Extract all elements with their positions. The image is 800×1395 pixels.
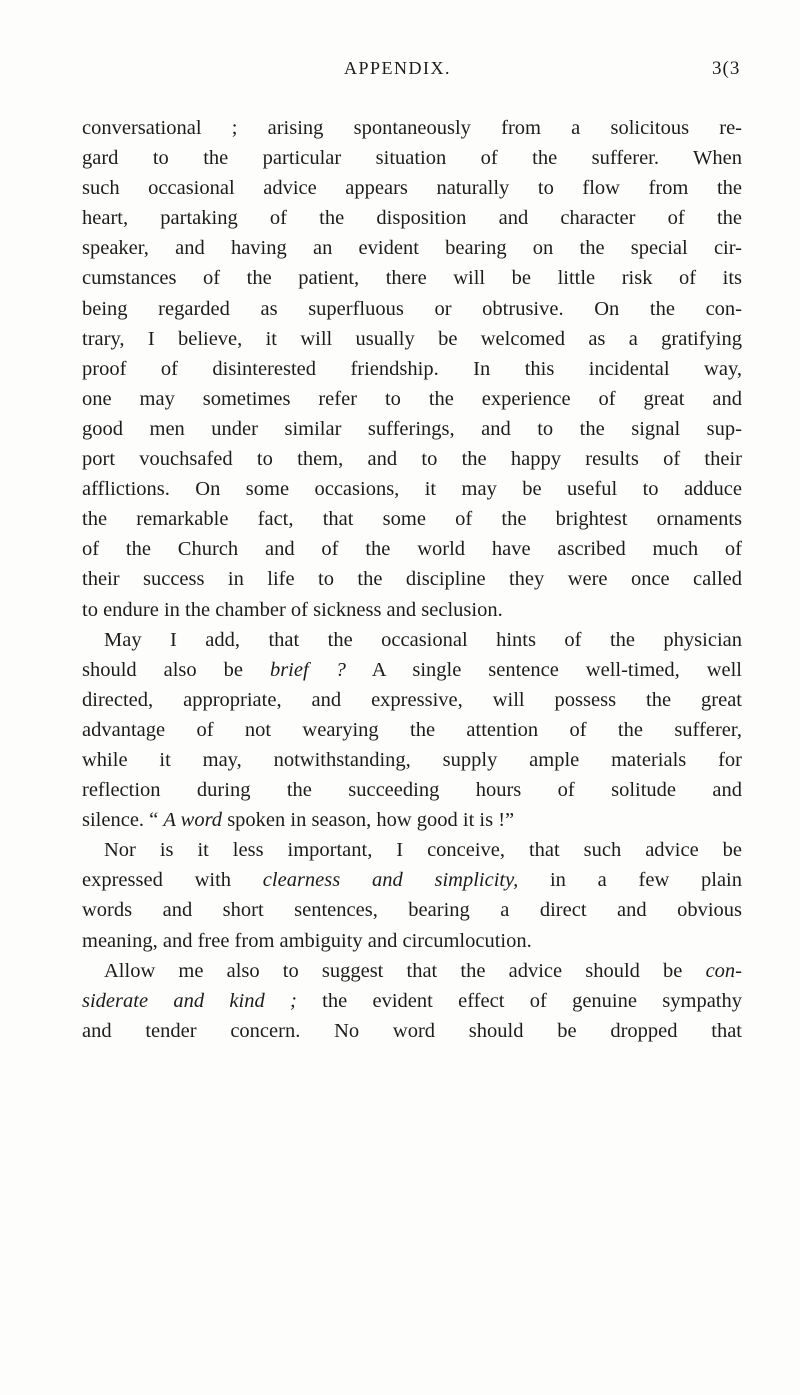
text-line: and tender concern. No word should be dropped that xyxy=(82,1019,742,1042)
text-line: words and short sentences, bearing a direct and obvious xyxy=(82,899,742,922)
text-line: their success in life to the discipline they were once called xyxy=(82,568,742,591)
text-line: speaker, and having an evident bearing on the special cir- xyxy=(82,237,742,260)
text-line: good men under similar sufferings, and to the signal sup- xyxy=(82,417,742,440)
text-line: heart, partaking of the disposition and character of the xyxy=(82,207,742,230)
text-line: of the Church and of the world have ascribed much of xyxy=(82,538,742,561)
text-line: silence. “ A word spoken in season, how good it is !” xyxy=(82,809,515,832)
text-line: trary, I believe, it will usually be welcomed as a gratifying xyxy=(82,327,742,350)
text-line: meaning, and free from ambiguity and circumlocution. xyxy=(82,929,532,952)
text-line: while it may, notwithstanding, supply ample materials for xyxy=(82,748,742,771)
text-line: reflection during the succeeding hours of solitude and xyxy=(82,779,742,802)
text-line: such occasional advice appears naturally to flow from the xyxy=(82,177,742,200)
italic-text: siderate and kind ; xyxy=(82,989,297,1012)
text-line: the remarkable fact, that some of the brightest ornaments xyxy=(82,508,742,531)
text-line: afflictions. On some occasions, it may be useful to adduce xyxy=(82,478,742,501)
text-line: one may sometimes refer to the experience of great and xyxy=(82,387,742,410)
text-line: expressed with clearness and simplicity, in a few plain xyxy=(82,869,742,892)
text-line: proof of disinterested friendship. In this incidental way, xyxy=(82,357,742,380)
running-head: APPENDIX. xyxy=(344,58,452,78)
text-line: Nor is it less important, I conceive, that such advice be xyxy=(104,839,742,862)
text-line: being regarded as superfluous or obtrusive. On the con- xyxy=(82,297,742,320)
text-line: port vouchsafed to them, and to the happy results of their xyxy=(82,448,742,471)
body-text xyxy=(82,113,742,1046)
text-line: advantage of not wearying the attention of the sufferer, xyxy=(82,718,742,741)
text-line: Allow me also to suggest that the advice should be con- xyxy=(104,959,742,982)
italic-text: con- xyxy=(705,959,742,982)
italic-text: clearness and simplicity, xyxy=(262,869,519,892)
text-line: siderate and kind ; the evident effect of genuine sympathy xyxy=(82,989,742,1012)
text-line: cumstances of the patient, there will be little risk of its xyxy=(82,267,742,290)
italic-text: brief ? xyxy=(269,658,346,681)
text-line: conversational ; arising spontaneously from a solicitous re- xyxy=(82,117,742,139)
text-line: directed, appropriate, and expressive, will possess the great xyxy=(82,688,742,711)
text-line: should also be brief ? A single sentence well-timed, well xyxy=(82,658,742,681)
page-number: 3(3 xyxy=(712,58,741,79)
text-line: May I add, that the occasional hints of the physician xyxy=(104,628,742,651)
text-line: gard to the particular situation of the sufferer. When xyxy=(82,147,742,170)
italic-text: A word xyxy=(163,809,223,832)
text-line: to endure in the chamber of sickness and seclusion. xyxy=(82,598,503,621)
page-header xyxy=(0,58,800,88)
